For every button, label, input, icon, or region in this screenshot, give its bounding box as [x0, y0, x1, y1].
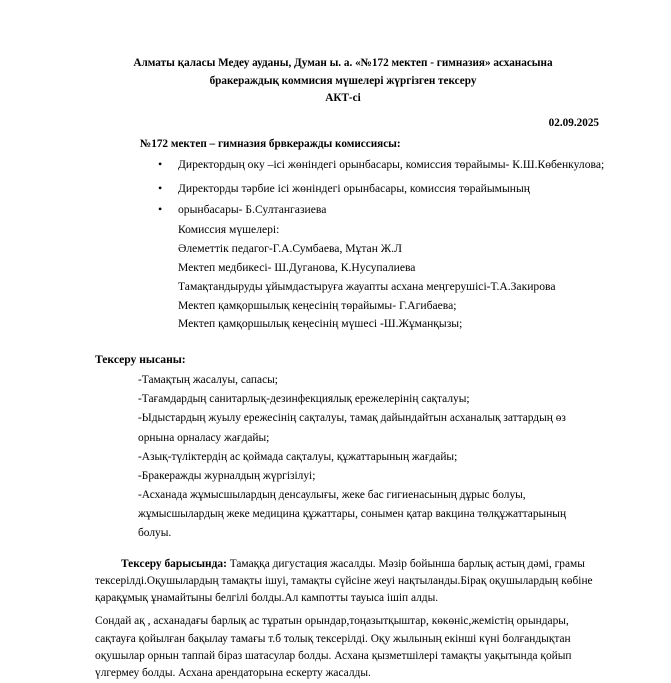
inspection-item: -Ыдыстардың жуылу ережесінің сақталуы, тамақ дайындайтын асханалық заттардың өз	[138, 412, 566, 425]
members-label: Комиссия мүшелері:	[178, 223, 280, 237]
member-line: Мектеп қамқоршылық кеңесінің мүшесі -Ш.Жұманқызы;	[178, 317, 463, 331]
closing-paragraph: Сондай ақ , асханадағы барлық ас тұратын орындар,тоңазытқыштар, көкөніс,жемістің орындары, сақтауға қойылған бақылау тамағы т.б толық тексерілді. Оқу жылының екінші күні болғандықтан оқушылар орнын таппай біраз шатасулар болды. Асхана қызметшілері тамақты уақытында қойып үлгермеу болды. Асхана арендаторына ескерту жасалды.	[95, 615, 572, 680]
inspection-progress-label: Тексеру барысында:	[121, 557, 227, 570]
inspection-item-continued: болуы.	[138, 527, 172, 540]
member-line: Мектеп қамқоршылық кеңесінің төрайымы- Г.Агибаева;	[178, 298, 457, 312]
inspection-item-continued: жұмысшылардың жеке медицина құжаттары, сонымен қатар вакцина төлқұжаттарының	[138, 508, 567, 521]
title-line-2: бракераждық коммисия мүшелері жүргізген тексеру	[209, 74, 477, 87]
list-item: • Директорды тәрбие ісі жөніндегі орынбасары, комиссия төрайымының	[95, 180, 611, 199]
document-date: 02.09.2025	[548, 117, 599, 130]
inspection-item-continued: орнына орналасу жағдайы;	[138, 431, 270, 444]
title-line-1: Алматы қаласы Медеу ауданы, Думан ы. а. «№172 мектеп - гимназия» асханасына	[133, 57, 553, 69]
commission-members-block	[95, 221, 611, 334]
inspection-item: -Тамақтың жасалуы, сапасы;	[138, 374, 278, 387]
member-line: Әлеметтік педагог-Г.А.Сумбаева, Мұтан Ж.Л	[178, 242, 402, 256]
document-title	[95, 55, 611, 108]
title-line-3: АКТ-сі	[325, 92, 361, 105]
inspection-item: -Асханада жұмысшылардың денсаулығы, жеке бас гигиенасының дұрыс болуы,	[138, 489, 526, 502]
commission-heading: №172 мектеп – гимназия брвкеражды комиссиясы:	[140, 138, 401, 151]
list-item: • орынбасары- Б.Султангазиева	[95, 201, 611, 220]
inspection-item: -Бракеражды журналдың жүргізілуі;	[138, 469, 316, 482]
inspection-object-heading: Тексеру нысаны:	[95, 353, 186, 367]
inspection-progress-paragraph	[95, 556, 611, 608]
commission-bullet-list	[95, 156, 611, 219]
list-item: • Директордың оку –ісі жөніндегі орынбасары, комиссия төрайымы- К.Ш.Көбенкулова;	[95, 156, 611, 175]
inspection-item: -Тағамдардың санитарлық-дезинфекциялық ережелерінің сақталуы;	[138, 393, 470, 406]
inspection-items-list	[95, 371, 611, 543]
member-line: Мектеп медбикесі- Ш.Дуганова, К.Нусупалиева	[178, 260, 416, 274]
inspection-progress-text: Тамаққа дигустация жасалды. Мәзір бойынша барлық астың дәмі, грамы тексерілді.Оқушылардың тамақты ішуі, тамақты сүйсіне жеуі нақтыланды.Бірақ оқушылардың көбіне қарақұмық ұнамайтыны белгілі болды.Ал кампотты тауыса ішіп алды.	[95, 557, 593, 605]
member-line: Тамақтандыруды ұйымдастыруға жауапты асхана меңгерушісі-Т.А.Закирова	[178, 279, 556, 293]
inspection-item: -Азық-түліктердің ас қоймада сақталуы, құжаттарының жағдайы;	[138, 450, 458, 463]
